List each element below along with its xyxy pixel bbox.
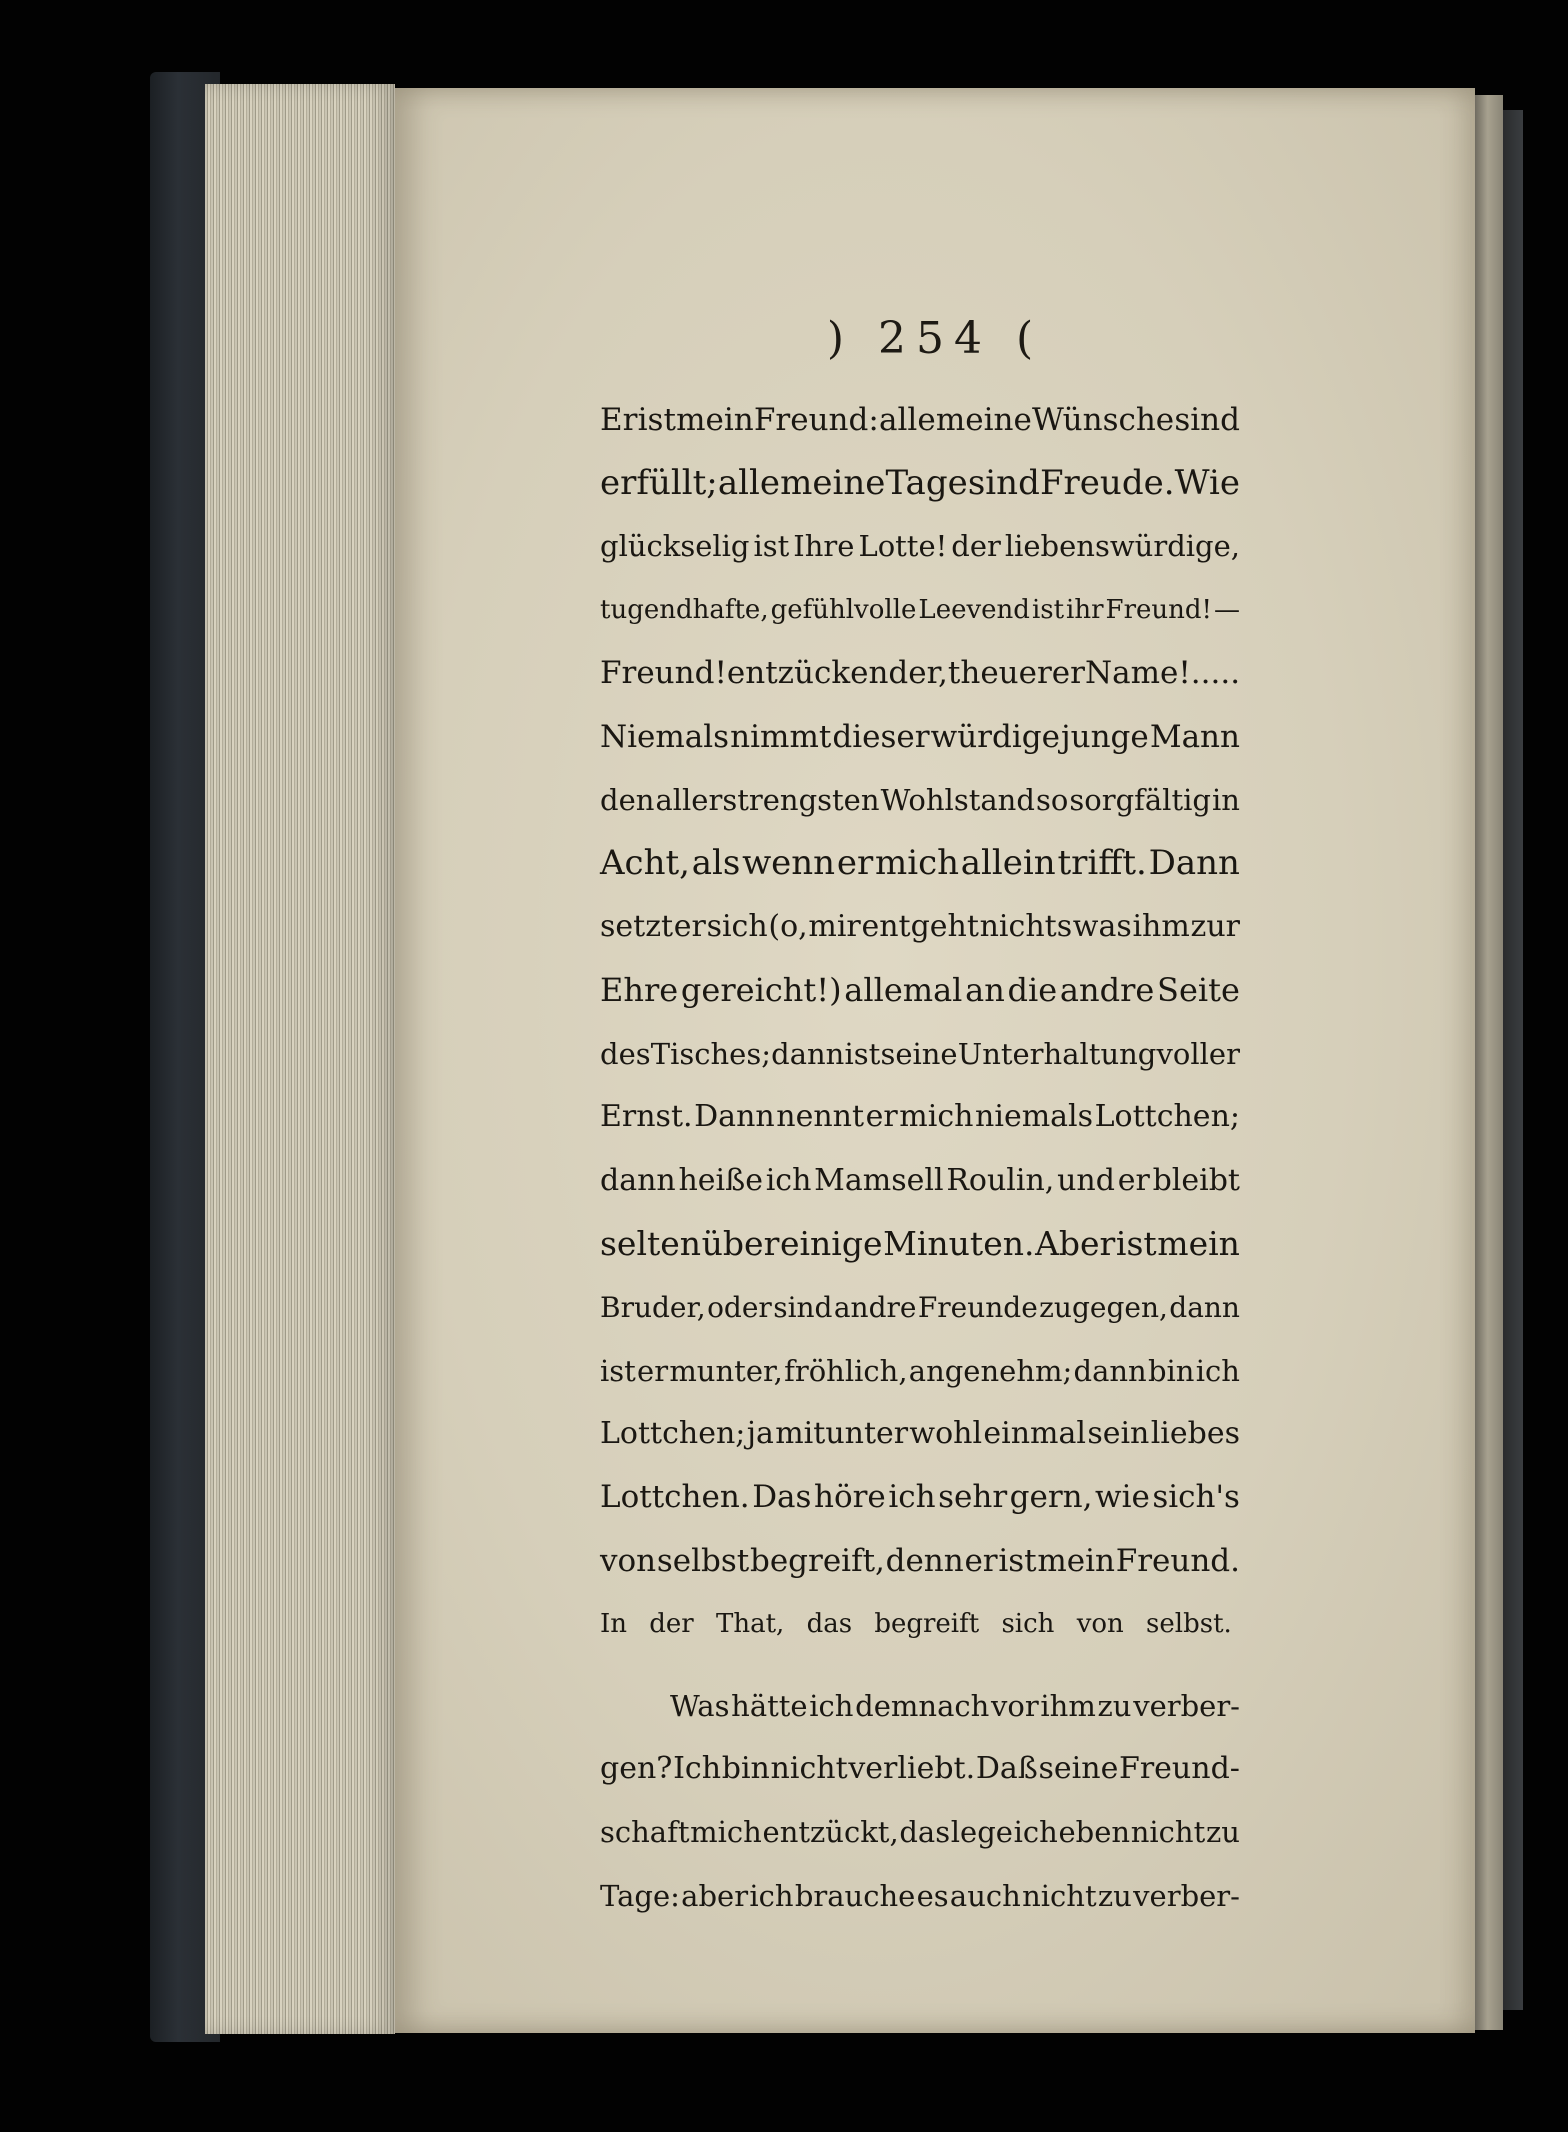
word: seine — [1038, 1751, 1119, 1787]
word: ihr — [1066, 594, 1104, 625]
word: dann — [771, 1036, 845, 1071]
word: ist — [998, 1542, 1037, 1579]
word: niemals — [975, 1099, 1094, 1135]
text-line — [600, 895, 1240, 958]
word: andre — [1059, 971, 1155, 1010]
word: bin — [721, 1751, 770, 1787]
word: mich — [690, 1815, 762, 1850]
text-line — [600, 1275, 1240, 1338]
word: zu — [1097, 1878, 1132, 1913]
word: Lottchen. — [600, 1479, 750, 1516]
word: . — [1210, 655, 1221, 692]
word: trifft. — [1057, 843, 1147, 884]
text-line — [600, 1149, 1240, 1212]
word: Niemals — [600, 718, 730, 755]
word: entgeht — [861, 909, 979, 945]
word: ich — [765, 1162, 812, 1198]
text-line-content: In der That, das begreift sich von selbst. — [600, 1609, 1232, 1640]
word: was — [1072, 909, 1132, 945]
word: . — [1230, 655, 1241, 692]
text-line — [600, 1022, 1240, 1085]
word: munter, — [669, 1353, 783, 1388]
word: nicht — [1130, 1815, 1206, 1850]
word: verber- — [1133, 1878, 1240, 1913]
word: das — [899, 1815, 951, 1850]
word: liebes — [1150, 1416, 1240, 1452]
word: Tage — [885, 463, 968, 504]
word: ihm — [1132, 909, 1190, 945]
word: er — [836, 843, 874, 884]
word: der — [951, 529, 1001, 564]
word: Freund. — [1115, 1542, 1240, 1579]
word: nichts — [979, 909, 1073, 945]
word: glückselig — [600, 529, 750, 564]
page-text — [600, 388, 1240, 1927]
word: Wünsche — [1032, 401, 1175, 438]
word: voller — [1156, 1036, 1240, 1071]
word: über — [701, 1224, 780, 1264]
text-line — [600, 388, 1240, 451]
word: ich — [1013, 1815, 1058, 1850]
word: begreift, — [749, 1542, 885, 1579]
book-page — [395, 88, 1475, 2033]
word: er — [964, 1542, 998, 1579]
word: sind — [1174, 401, 1240, 438]
word: sein — [1087, 1416, 1150, 1452]
word: Freude. — [1039, 463, 1175, 504]
word: ich — [1195, 1353, 1240, 1388]
word: gefühlvolle — [770, 594, 917, 625]
page-edges — [205, 84, 395, 2034]
word: würdige — [930, 718, 1060, 755]
word: mein — [676, 401, 754, 438]
word: sind — [773, 1290, 833, 1324]
word: sehr — [938, 1479, 1008, 1516]
word: er — [865, 1099, 898, 1135]
text-line — [600, 642, 1240, 705]
word: Ich — [673, 1751, 722, 1787]
word: (o, — [768, 909, 808, 945]
word: Leevend — [918, 594, 1030, 625]
word: Tage: — [600, 1878, 680, 1913]
word: . — [1200, 655, 1211, 692]
word: sorgfältig — [1069, 783, 1211, 818]
word: mich — [899, 1099, 974, 1135]
word: entzückender, — [726, 655, 948, 692]
text-line — [600, 578, 1240, 641]
text-line — [600, 832, 1240, 895]
word: selbst — [656, 1542, 750, 1579]
word: Unterhaltung — [957, 1036, 1157, 1071]
word: so — [1035, 783, 1069, 818]
word: erfüllt; — [600, 463, 718, 504]
word: dann — [1169, 1290, 1240, 1324]
word: Bruder, — [600, 1290, 706, 1324]
word: Aber — [1035, 1224, 1116, 1264]
word: ja — [746, 1416, 774, 1452]
word: Dann — [694, 1099, 775, 1135]
word: Was — [670, 1688, 730, 1723]
word: nennt — [776, 1099, 865, 1135]
word: heiße — [678, 1162, 763, 1198]
text-line — [600, 1085, 1240, 1148]
word: zur — [1190, 909, 1240, 945]
word: er — [673, 909, 706, 945]
word: allerstrengsten — [655, 783, 880, 818]
word: gereicht!) — [680, 971, 842, 1010]
word: Ihre — [793, 529, 855, 564]
word: auch — [949, 1878, 1021, 1913]
word: junge — [1061, 718, 1149, 755]
word: ich — [888, 1479, 936, 1516]
word: die — [1007, 971, 1058, 1010]
text-line — [600, 768, 1240, 831]
word: Minuten. — [883, 1224, 1035, 1264]
word: schaft — [600, 1815, 690, 1850]
word: einmal — [983, 1416, 1086, 1452]
word: bleibt — [1152, 1162, 1240, 1198]
word: mitunter — [775, 1416, 909, 1452]
word: an — [965, 971, 1005, 1010]
word: Freund! — [600, 655, 727, 692]
word: dieser — [832, 718, 930, 755]
word: Tisches; — [650, 1036, 771, 1071]
word: Er — [600, 401, 638, 438]
word: vor — [990, 1688, 1039, 1723]
word: seine — [880, 1036, 958, 1071]
word: mein — [1037, 1542, 1115, 1579]
word: liebenswürdige, — [1004, 529, 1240, 564]
word: Ehre — [600, 971, 679, 1010]
word: angenehm; — [908, 1353, 1073, 1388]
text-line — [600, 1801, 1240, 1864]
word: fröhlich, — [784, 1353, 908, 1388]
text-line — [600, 1529, 1240, 1592]
word: Name! — [1084, 655, 1191, 692]
word: mich — [874, 843, 960, 884]
word: tugendhafte, — [600, 594, 769, 625]
word: wenn — [742, 843, 836, 884]
facing-cover-edge — [1503, 110, 1523, 2010]
word: Acht, — [600, 843, 690, 884]
text-line — [600, 1864, 1240, 1927]
word: von — [600, 1542, 657, 1579]
paragraph-gap — [600, 1656, 1240, 1674]
word: ihm — [1040, 1688, 1096, 1723]
word: gern, — [1009, 1479, 1093, 1516]
word: zu — [1205, 1815, 1240, 1850]
word: alle — [717, 463, 780, 504]
word: theuerer — [947, 655, 1085, 692]
text-line — [600, 1674, 1240, 1737]
word: höre — [813, 1479, 886, 1516]
word: setzt — [600, 909, 674, 945]
word: ist — [637, 401, 676, 438]
word: entzückt, — [762, 1815, 899, 1850]
word: Daß — [975, 1751, 1038, 1787]
word: zu — [1097, 1688, 1132, 1723]
word: Freund- — [1119, 1751, 1240, 1787]
word: — — [1213, 594, 1240, 625]
word: nimmt — [730, 718, 832, 755]
text-line — [600, 1402, 1240, 1465]
word: Roulin, — [946, 1162, 1055, 1198]
word: Dann — [1148, 843, 1240, 884]
facing-page-edge — [1475, 95, 1503, 2030]
text-line — [600, 451, 1240, 514]
word: andre — [833, 1290, 917, 1324]
word: allein — [960, 843, 1056, 884]
word: Freund: — [753, 401, 879, 438]
word: er — [1117, 1162, 1150, 1198]
word: Mann — [1149, 718, 1240, 755]
word: mein — [1157, 1224, 1240, 1264]
word: verber- — [1133, 1688, 1240, 1723]
word: es — [916, 1878, 949, 1913]
word: lege — [950, 1815, 1013, 1850]
word: zugegen, — [1039, 1290, 1168, 1324]
word: Lotte! — [858, 529, 948, 564]
word: dann — [600, 1162, 676, 1198]
word: bin — [1147, 1353, 1195, 1388]
word: aber — [681, 1878, 749, 1913]
word: sich's — [1152, 1479, 1240, 1516]
word: Wie — [1174, 463, 1240, 504]
word: denn — [885, 1542, 964, 1579]
word: Ernst. — [600, 1099, 693, 1135]
text-line — [600, 1466, 1240, 1529]
word: ist — [1031, 594, 1065, 625]
word: dann — [1073, 1353, 1147, 1388]
word: . — [1190, 655, 1201, 692]
word: . — [1220, 655, 1231, 692]
word: allemal — [844, 971, 963, 1010]
word: Seite — [1157, 971, 1240, 1010]
word: einige — [779, 1224, 883, 1264]
word: ist — [844, 1036, 881, 1071]
word: eben — [1058, 1815, 1131, 1850]
page-number: ) 254 ( — [826, 313, 1044, 364]
word: ist — [753, 529, 790, 564]
word: verliebt. — [848, 1751, 976, 1787]
word: ist — [600, 1353, 636, 1388]
word: sich — [706, 909, 768, 945]
word: nicht — [770, 1751, 848, 1787]
word: selten — [600, 1224, 702, 1264]
word: ich — [749, 1878, 794, 1913]
word: hätte — [731, 1688, 808, 1723]
word: oder — [707, 1290, 772, 1324]
text-line — [600, 705, 1240, 768]
word: brauche — [794, 1878, 916, 1913]
word: gen? — [600, 1751, 673, 1787]
word: demnach — [855, 1688, 990, 1723]
word: wie — [1095, 1479, 1150, 1516]
word: alle — [879, 401, 936, 438]
word: meine — [935, 401, 1032, 438]
word: sind — [967, 463, 1040, 504]
text-line — [600, 515, 1240, 578]
text-line — [600, 1592, 1240, 1655]
word: ich — [809, 1688, 854, 1723]
word: Freunde — [917, 1290, 1038, 1324]
text-line — [600, 959, 1240, 1022]
text-line — [600, 1212, 1240, 1275]
word: mir — [808, 909, 861, 945]
text-line — [600, 1737, 1240, 1800]
word: meine — [780, 463, 886, 504]
word: Lottchen; — [600, 1416, 746, 1452]
word: in — [1212, 783, 1240, 818]
word: Freund! — [1105, 594, 1212, 625]
word: wohl — [909, 1416, 983, 1452]
text-line — [600, 1339, 1240, 1402]
word: Das — [752, 1479, 812, 1516]
word: als — [691, 843, 741, 884]
word: ist — [1115, 1224, 1157, 1264]
word: Mamsell — [814, 1162, 944, 1198]
word: des — [600, 1036, 651, 1071]
word: Lottchen; — [1094, 1099, 1240, 1135]
word: den — [600, 783, 655, 818]
word: er — [637, 1353, 669, 1388]
word: und — [1057, 1162, 1115, 1198]
word: nicht — [1022, 1878, 1097, 1913]
word: Wohlstand — [880, 783, 1035, 818]
